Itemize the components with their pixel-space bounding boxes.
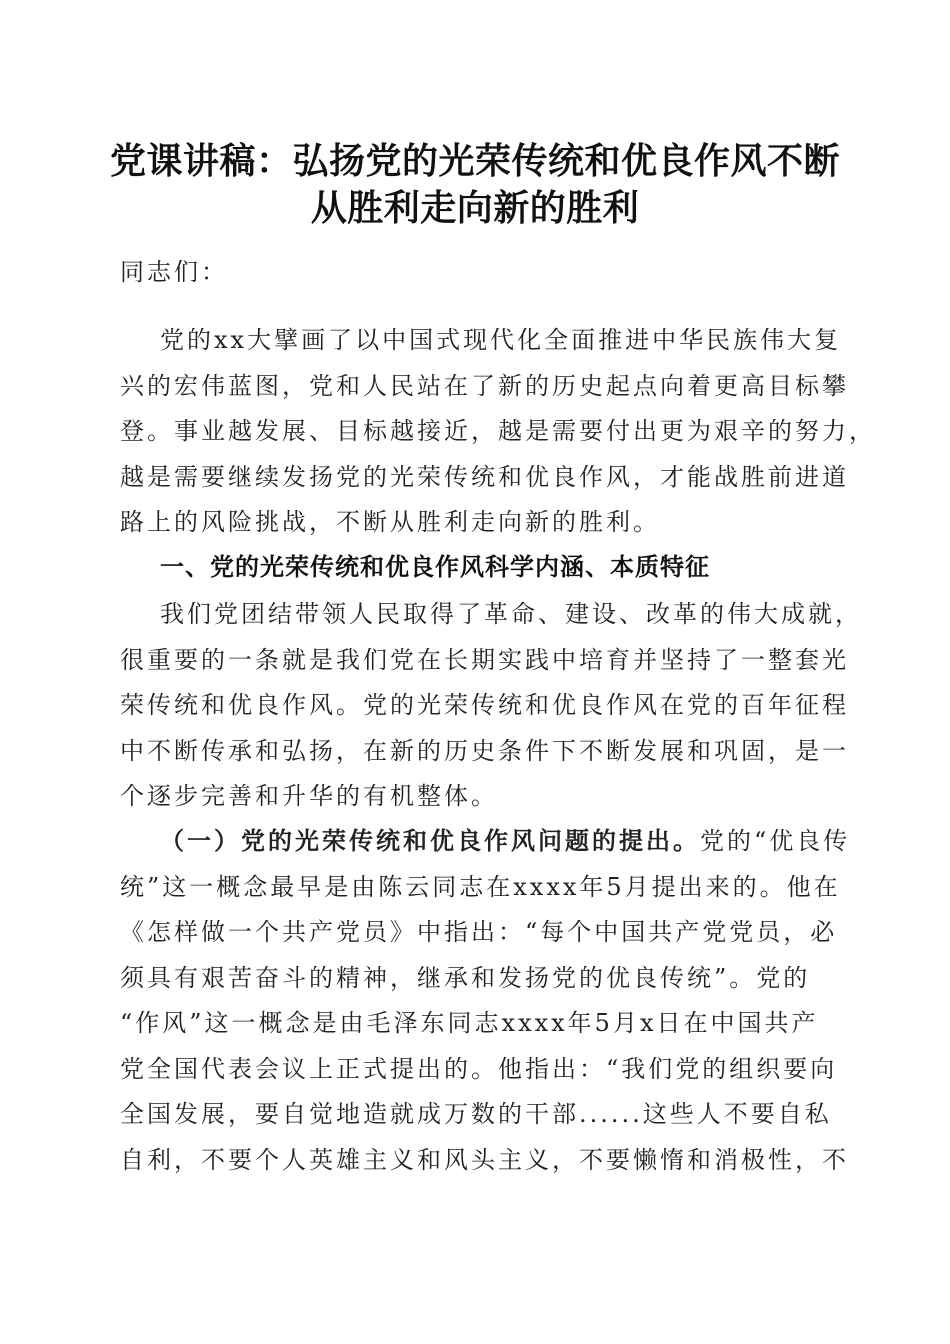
paragraph-line: 党的xx大擘画了以中国式现代化全面推进中华民族伟大复 [160,326,842,354]
paragraph-line: “作风”这一概念是由毛泽东同志xxxx年5月x日在中国共产 [120,1009,819,1037]
paragraph-line: 统”这一概念最早是由陈云同志在xxxx年5月提出来的。他在 [120,872,841,901]
document-title-line-2: 从胜利走向新的胜利 [310,187,640,229]
subsection-heading-1: （一）党的光荣传统和优良作风问题的提出。 [160,826,700,855]
paragraph-line: 全国发展，要自觉地造就成万数的干部......这些人不要自私 [120,1100,832,1128]
paragraph-first-line [120,818,851,865]
paragraph-line: 路上的风险挑战，不断从胜利走向新的胜利。 [120,508,660,536]
document-title-line-1: 党课讲稿：弘扬党的光荣传统和优良作风不断 [109,140,840,182]
paragraph-line: 荣传统和优良作风。党的光荣传统和优良作风在党的百年征程 [120,691,849,719]
paragraph-subsection1 [120,818,851,1183]
paragraph-line: 越是需要继续发扬党的光荣传统和优良作风，才能战胜前进道 [120,462,849,491]
paragraph-line: 《怎样做一个共产党员》中指出：“每个中国共产党党员，必 [120,918,838,946]
paragraph-line: 我们党团结带领人民取得了革命、建设、改革的伟大成就， [160,600,862,628]
paragraph-line-rest: 党的“优良传 [700,827,851,855]
section-heading-1: 一、党的光荣传统和优良作风科学内涵、本质特征 [160,553,710,581]
paragraph-line: 自利，不要个人英雄主义和风头主义，不要懒惰和消极性，不 [120,1145,849,1174]
paragraph-line: 须具有艰苦奋斗的精神，继承和发扬党的优良传统”。党的 [120,963,811,992]
paragraph-line: 中不断传承和弘扬，在新的历史条件下不断发展和巩固，是一 [120,736,849,765]
paragraph-intro [120,318,876,546]
paragraph-line: 登。事业越发展、目标越接近，越是需要付出更为艰辛的努力， [120,417,876,445]
paragraph-line: 很重要的一条就是我们党在长期实践中培育并坚持了一整套光 [120,645,849,674]
paragraph-section1 [120,592,862,820]
paragraph-line: 党全国代表会议上正式提出的。他指出：“我们党的组织要向 [120,1054,838,1083]
salutation: 同志们： [120,258,228,286]
paragraph-line: 个逐步完善和升华的有机整体。 [120,782,498,810]
paragraph-line: 兴的宏伟蓝图，党和人民站在了新的历史起点向着更高目标攀 [120,371,849,400]
